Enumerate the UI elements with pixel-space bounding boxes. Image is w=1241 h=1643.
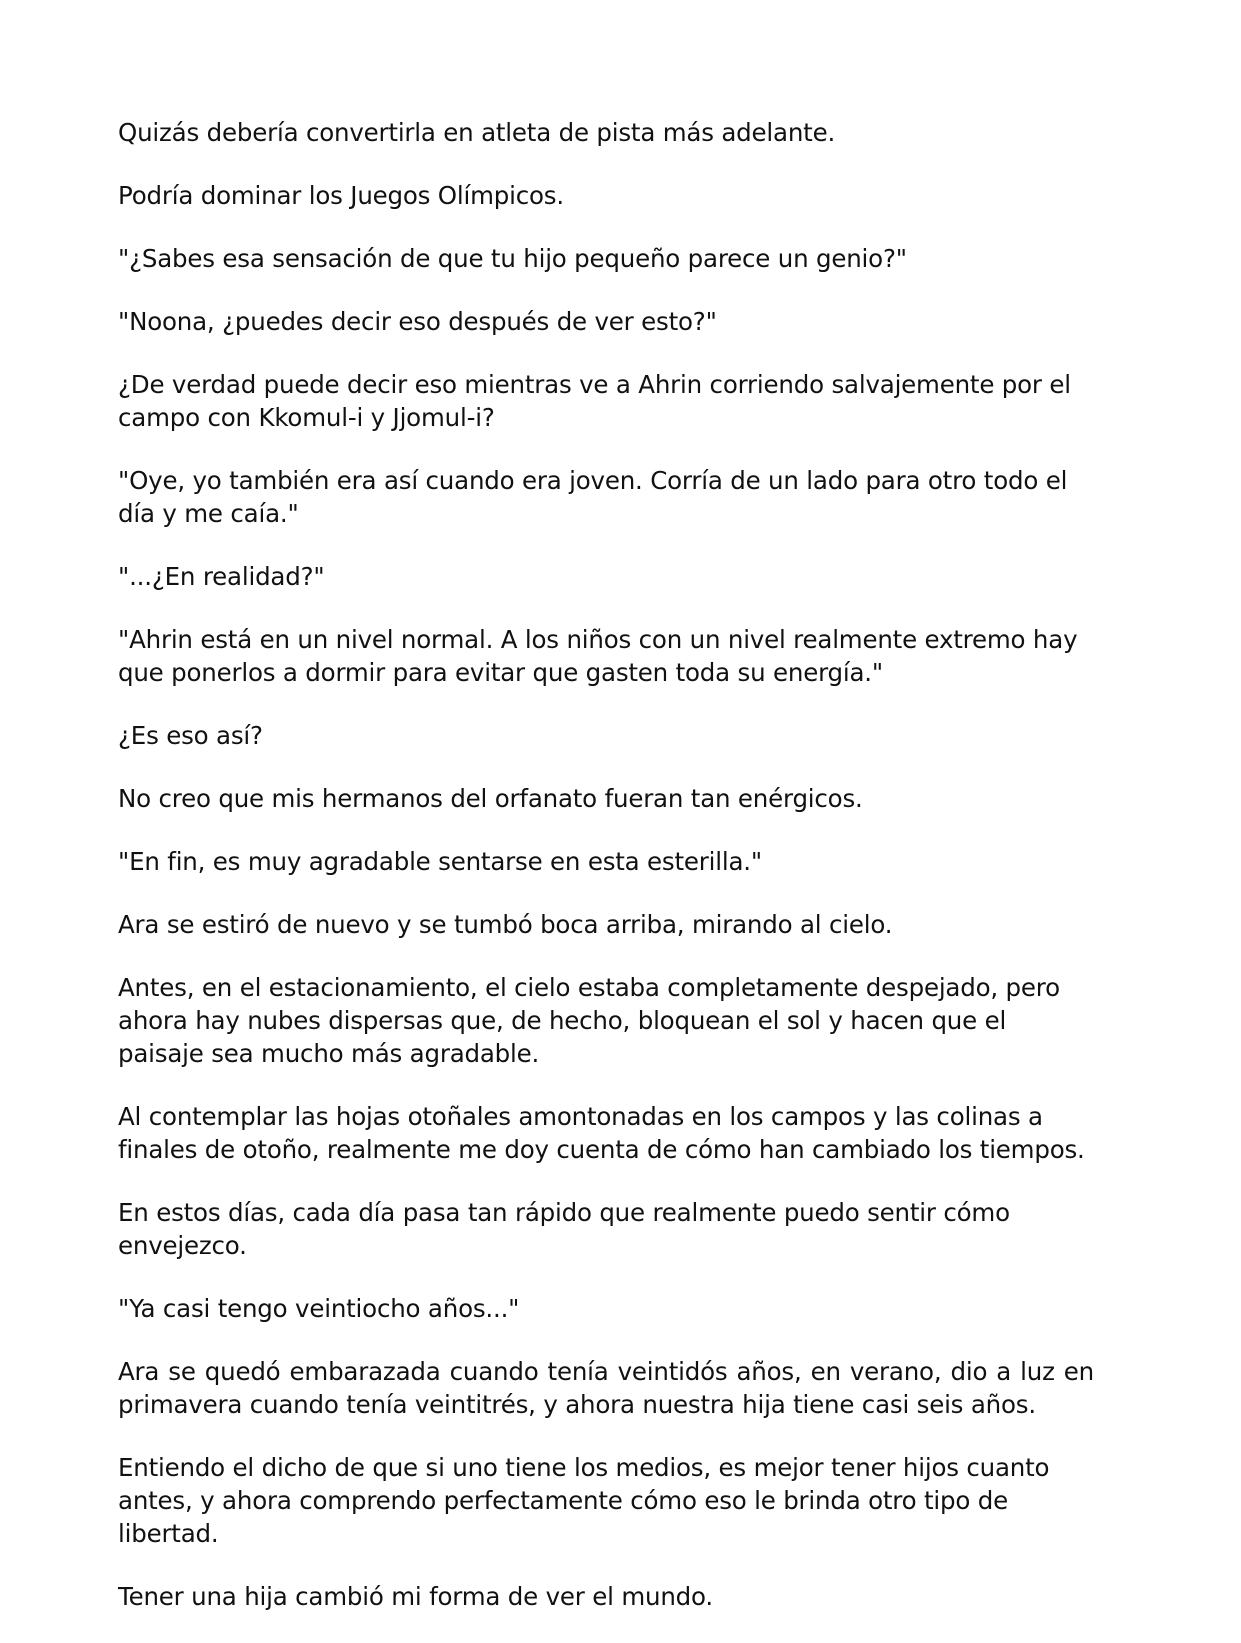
paragraph-16: "Ya casi tengo veintiocho años..." (118, 1294, 520, 1323)
paragraph-7: "...¿En realidad?" (118, 562, 325, 591)
paragraph-14: Al contemplar las hojas otoñales amontonadas en los campos y las colinas a finales de otoño, realmente me doy cuenta de cómo han cambiado los tiempos. (118, 1102, 1085, 1164)
paragraph-10: No creo que mis hermanos del orfanato fueran tan enérgicos. (118, 784, 863, 813)
paragraph-4: "Noona, ¿puedes decir eso después de ver esto?" (118, 307, 717, 336)
paragraph-18: Entiendo el dicho de que si uno tiene los medios, es mejor tener hijos cuanto antes, y ahora comprendo perfectamente cómo eso le brinda otro tipo de libertad. (118, 1453, 1050, 1548)
paragraph-15: En estos días, cada día pasa tan rápido que realmente puedo sentir cómo envejezco. (118, 1198, 1010, 1260)
document-body (118, 116, 1094, 1643)
paragraph-9: ¿Es eso así? (118, 721, 263, 750)
paragraph-11: "En fin, es muy agradable sentarse en esta esterilla." (118, 847, 762, 876)
paragraph-1: Quizás debería convertirla en atleta de pista más adelante. (118, 118, 836, 147)
paragraph-3: "¿Sabes esa sensación de que tu hijo pequeño parece un genio?" (118, 244, 907, 273)
paragraph-8: "Ahrin está en un nivel normal. A los niños con un nivel realmente extremo hay que ponerlos a dormir para evitar que gasten toda su energía." (118, 625, 1078, 687)
paragraph-17: Ara se quedó embarazada cuando tenía veintidós años, en verano, dio a luz en primavera cuando tenía veintitrés, y ahora nuestra hija tiene casi seis años. (118, 1357, 1094, 1419)
paragraph-5: ¿De verdad puede decir eso mientras ve a Ahrin corriendo salvajemente por el campo con Kkomul-i y Jjomul-i? (118, 370, 1071, 432)
paragraph-12: Ara se estiró de nuevo y se tumbó boca arriba, mirando al cielo. (118, 910, 893, 939)
paragraph-13: Antes, en el estacionamiento, el cielo estaba completamente despejado, pero ahora hay nubes dispersas que, de hecho, bloquean el sol y hacen que el paisaje sea mucho más agradable. (118, 973, 1060, 1068)
paragraph-19: Tener una hija cambió mi forma de ver el mundo. (118, 1582, 713, 1611)
paragraph-6: "Oye, yo también era así cuando era joven. Corría de un lado para otro todo el día y me caía." (118, 466, 1068, 528)
paragraph-2: Podría dominar los Juegos Olímpicos. (118, 181, 564, 210)
